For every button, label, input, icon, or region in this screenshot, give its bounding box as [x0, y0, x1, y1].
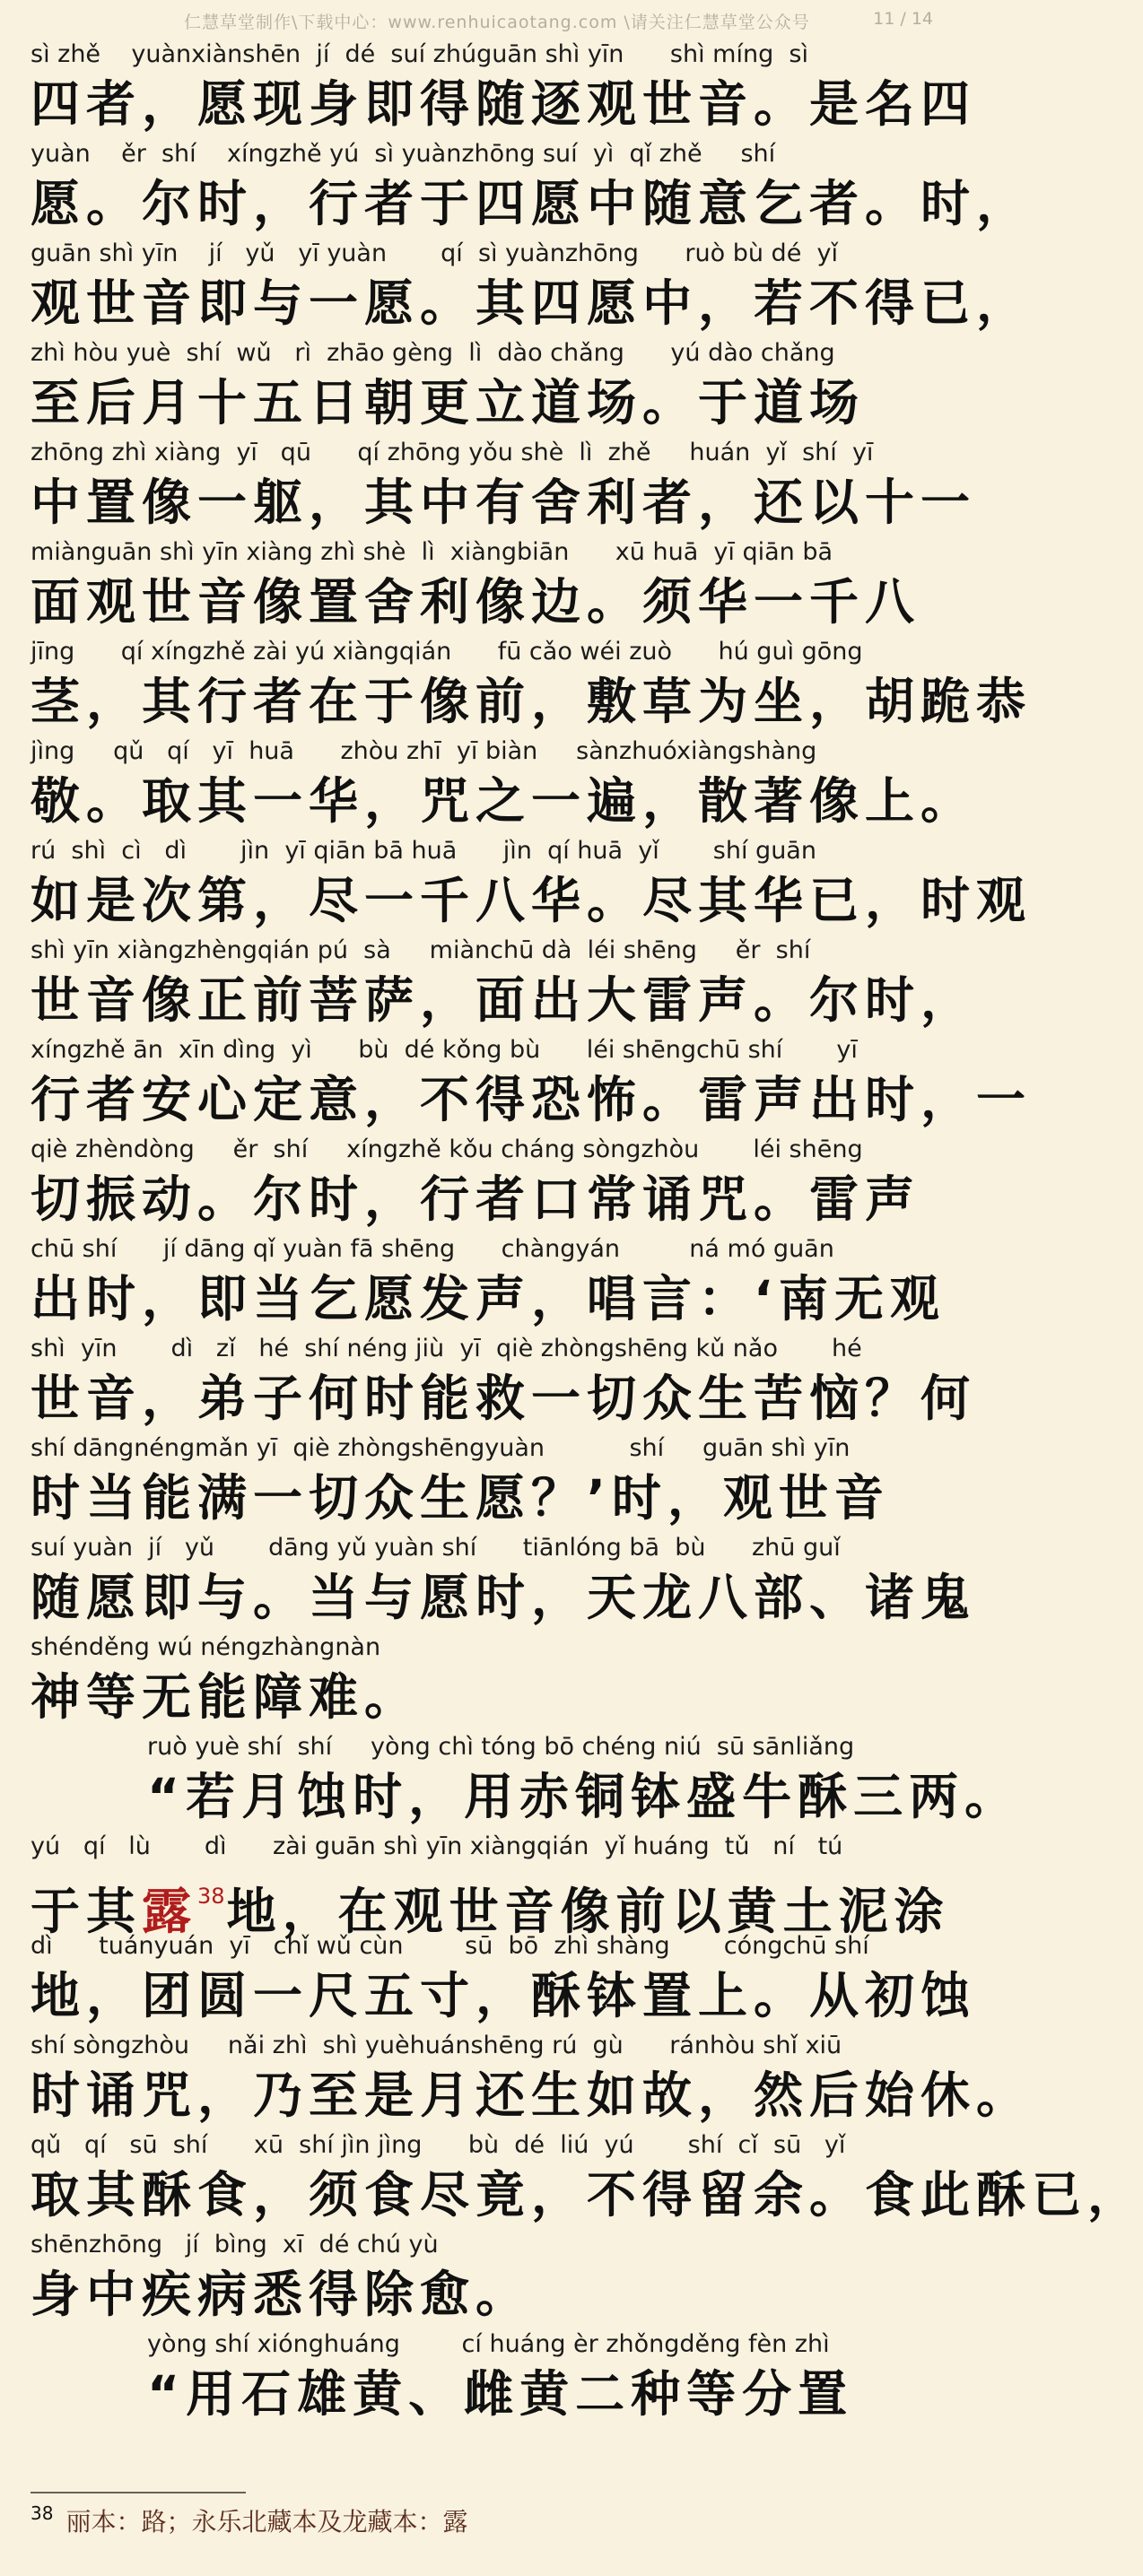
footnote — [31, 2502, 928, 2538]
hanzi-line: 茎，其行者在于像前，敷草为坐，胡跪恭 — [31, 673, 1033, 730]
hanzi-line: 行者安心定意，不得恐怖。雷声出时，一 — [31, 1071, 1033, 1128]
text-line — [31, 2128, 1143, 2228]
text-line — [31, 436, 977, 535]
hanzi-line: 取其酥食，须食尽竟，不得留余。食此酥已， — [31, 2166, 1143, 2224]
pinyin-line: shénděng wú néngzhàngnàn — [31, 1633, 381, 1661]
pinyin-line: dì tuányuán yī chǐ wǔ cùn sū bō zhì shàng cóngchū shí — [31, 1932, 869, 1960]
hanzi-line: 切振动。尔时，行者口常诵咒。雷声 — [31, 1171, 921, 1228]
hanzi-line: 随愿即与。当与愿时，天龙八部、诸鬼 — [31, 1569, 977, 1626]
footnote-ref[interactable]: 38 — [197, 1884, 225, 1909]
text-line — [31, 137, 1033, 237]
pinyin-line: rú shì cì dì jìn yī qiān bā huā jìn qí huā yǐ shí guān — [31, 837, 816, 865]
text-line — [31, 1531, 977, 1631]
pinyin-line: shí sòngzhòu nǎi zhì shì yuèhuánshēng rú gù ránhòu shǐ xiū — [31, 2032, 842, 2059]
hanzi-line: “用石雄黄、雌黄二种等分置 — [147, 2365, 854, 2423]
hanzi-line: 世音像正前菩萨，面出大雷声。尔时， — [31, 971, 977, 1029]
pinyin-line: shí dāngnéngmǎn yī qiè zhòngshēngyuàn shí guān shì yīn — [31, 1434, 851, 1462]
hanzi-line: 世音，弟子何时能救一切众生苦恼？何 — [31, 1370, 977, 1427]
pinyin-line: miànguān shì yīn xiàng zhì shè lì xiàngbiān xū huā yī qiān bā — [31, 538, 833, 566]
text-line — [31, 1133, 946, 1232]
hanzi-line: 至后月十五日朝更立道场。于道场 — [31, 374, 866, 431]
text-line — [31, 635, 1033, 735]
text-line — [31, 336, 946, 436]
text-line — [31, 2328, 946, 2427]
pinyin-line: xíngzhě ān xīn dìng yì bù dé kǒng bù léi shēngchū shí yī — [31, 1036, 858, 1064]
pinyin-line: shì yīn xiàngzhèngqián pú sà miànchū dà léi shēng ěr shí — [31, 936, 811, 964]
text-line — [31, 237, 1033, 336]
hanzi-line: 出时，即当乞愿发声，唱言：‘南无观 — [31, 1270, 946, 1327]
hanzi-line: 时诵咒，乃至是月还生如故，然后始休。 — [31, 2067, 1033, 2124]
pinyin-line: ruò yuè shí shí yòng chì tóng bō chéng niú sū sānliǎng — [147, 1733, 855, 1761]
text-line — [31, 735, 977, 834]
pinyin-line: shēnzhōng jí bìng xī dé chú yù — [31, 2231, 439, 2258]
hanzi-segment: 于其 — [31, 1883, 143, 1940]
text-line — [31, 1033, 1033, 1133]
text-line — [31, 1929, 977, 2029]
hanzi-line: 身中疾病悉得除愈。 — [31, 2266, 532, 2323]
hanzi-line: 时当能满一切众生愿？’时，观世音 — [31, 1469, 890, 1527]
pinyin-line: yuàn ěr shí xíngzhě yú sì yuànzhōng suí yì qǐ zhě shí — [31, 140, 776, 168]
text-line — [31, 1232, 946, 1332]
text-line — [31, 535, 946, 635]
page-number: 11 / 14 — [873, 9, 933, 29]
hanzi-line: 愿。尔时，行者于四愿中随意乞者。时， — [31, 175, 1033, 232]
pinyin-line: yòng shí xiónghuáng cí huáng èr zhǒngděng fèn zhì — [147, 2330, 830, 2358]
text-line — [31, 38, 977, 137]
pinyin-line: shì yīn dì zǐ hé shí néng jiù yī qiè zhòngshēng kǔ nǎo hé — [31, 1335, 862, 1362]
text-line — [31, 2228, 946, 2328]
header-source-text: 仁慧草堂制作\下载中心：www.renhuicaotang.com \请关注仁慧草堂公众号 — [184, 13, 810, 32]
pinyin-line: suí yuàn jí yǔ dāng yǔ yuàn shí tiānlóng bā bù zhū guǐ — [31, 1534, 841, 1562]
annotated-character: 露 — [142, 1883, 198, 1940]
pinyin-line: sì zhě yuànxiànshēn jí dé suí zhúguān shì yīn shì míng sì — [31, 40, 808, 68]
pinyin-line: qiè zhèndòng ěr shí xíngzhě kǒu cháng sòngzhòu léi shēng — [31, 1136, 863, 1163]
hanzi-line: 观世音即与一愿。其四愿中，若不得已， — [31, 274, 1033, 332]
hanzi-line — [31, 1863, 950, 1940]
hanzi-line: 神等无能障难。 — [31, 1668, 421, 1726]
pinyin-line: jìng qǔ qí yī huā zhòu zhī yī biàn sànzhuóxiàngshàng — [31, 737, 817, 765]
pinyin-line: guān shì yīn jí yǔ yī yuàn qí sì yuànzhōng ruò bù dé yǐ — [31, 239, 838, 267]
pinyin-line: zhōng zhì xiàng yī qū qí zhōng yǒu shè lì zhě huán yǐ shí yī — [31, 439, 874, 466]
pinyin-line: jīng qí xíngzhě zài yú xiàngqián fū cǎo wéi zuò hú guì gōng — [31, 638, 863, 666]
hanzi-line: 敬。取其一华，咒之一遍，散著像上。 — [31, 772, 977, 830]
footnote-number: 38 — [31, 2502, 54, 2524]
sutra-text-block — [31, 38, 1143, 2427]
text-line — [31, 1730, 1021, 1830]
pinyin-line: chū shí jí dāng qǐ yuàn fā shēng chàngyán ná mó guān — [31, 1235, 834, 1263]
text-line — [31, 934, 977, 1033]
hanzi-line: 如是次第，尽一千八华。尽其华已，时观 — [31, 872, 1033, 929]
hanzi-line: 中置像一躯，其中有舍利者，还以十一 — [31, 474, 977, 531]
pinyin-line: qǔ qí sū shí xū shí jìn jìng bù dé liú yú shí cǐ sū yǐ — [31, 2131, 846, 2159]
hanzi-line: 地，团圆一尺五寸，酥钵置上。从初蚀 — [31, 1967, 977, 2024]
text-line — [31, 1332, 977, 1432]
pinyin-line: zhì hòu yuè shí wǔ rì zhāo gèng lì dào chǎng yú dào chǎng — [31, 339, 835, 367]
hanzi-segment: 地，在观世音像前以黄土泥涂 — [226, 1883, 950, 1940]
pinyin-line: yú qí lù dì zài guān shì yīn xiàngqián yǐ huáng tǔ ní tú — [31, 1832, 843, 1860]
text-line — [31, 2029, 1033, 2128]
footnote-text: 丽本：路；永乐北藏本及龙藏本：露 — [65, 2507, 468, 2537]
text-line — [31, 1631, 946, 1730]
text-line — [31, 834, 1033, 934]
footnote-divider — [31, 2492, 246, 2493]
hanzi-line: “若月蚀时，用赤铜钵盛牛酥三两。 — [147, 1768, 1021, 1825]
hanzi-line: 四者，愿现身即得随逐观世音。是名四 — [31, 75, 977, 133]
text-line — [31, 1830, 950, 1940]
hanzi-line: 面观世音像置舍利像边。须华一千八 — [31, 573, 921, 631]
text-line — [31, 1432, 946, 1531]
page-header — [0, 0, 969, 36]
